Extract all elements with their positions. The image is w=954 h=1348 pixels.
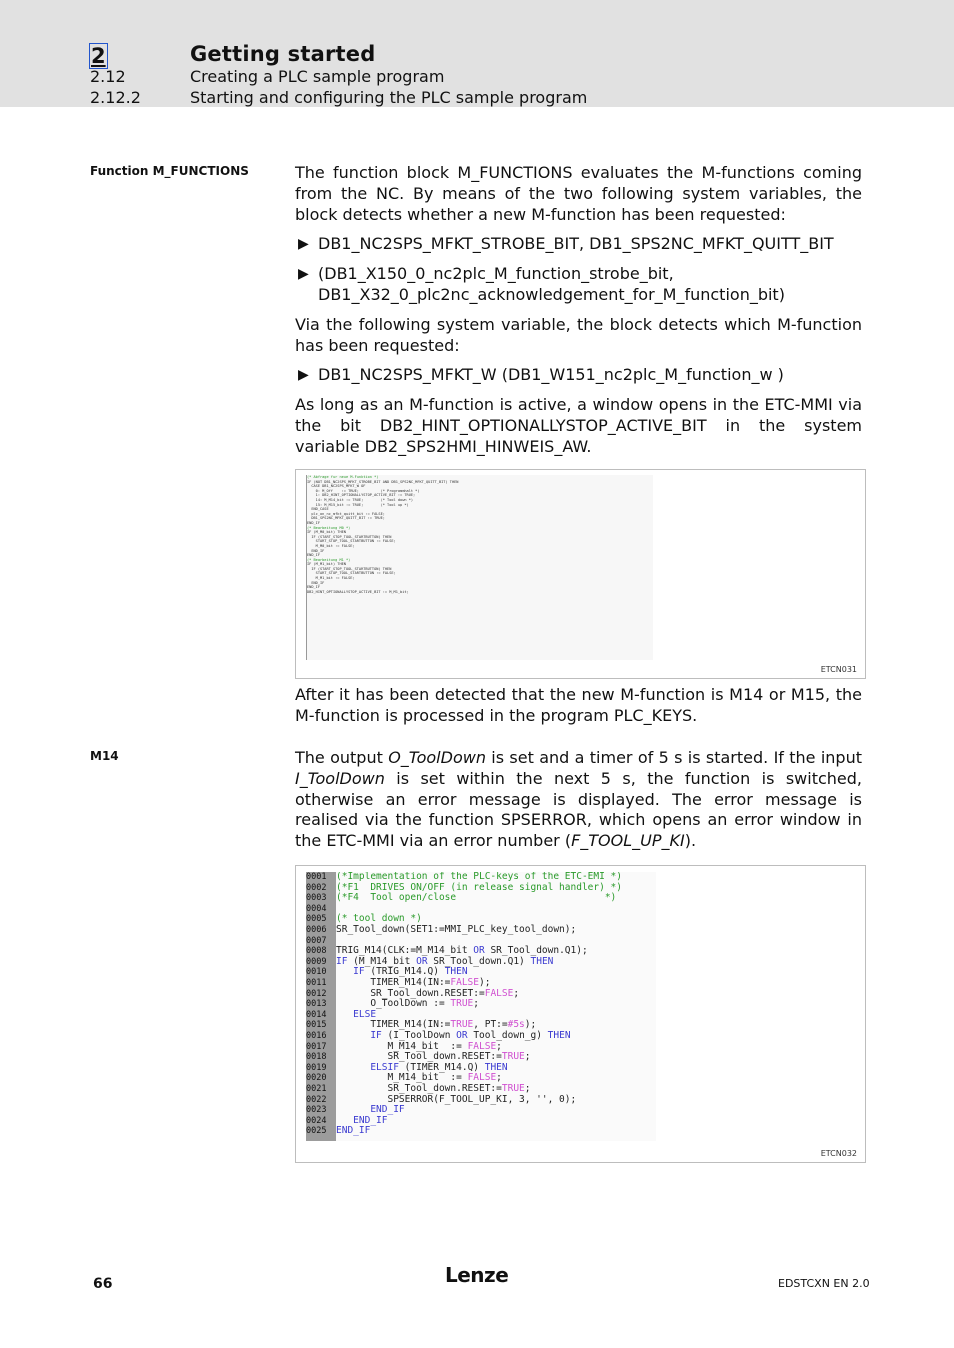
code-text: M_M14_bit := FALSE; xyxy=(336,1072,502,1084)
code-line: 14: M_M14_bit := TRUE; (* Tool down *) xyxy=(307,497,414,502)
figure-label: ETCN032 xyxy=(820,1149,857,1158)
line-number: 0004 xyxy=(306,903,327,914)
code-line: IF (M_M0_bit) THEN xyxy=(307,530,346,535)
code-line: DB1_SPS2NC_MFKT_QUITT_BIT := TRUE; xyxy=(307,516,385,521)
code-line: START_STOP_TOOL_STARTBUTTON := FALSE; xyxy=(307,571,396,576)
code-text: TIMER_M14(IN:=FALSE); xyxy=(336,977,491,988)
figure-code-screenshot-2 xyxy=(295,865,866,1163)
line-number: 0008 xyxy=(306,946,327,957)
code-text: (* tool down *) xyxy=(336,913,422,925)
bullet-arrow-icon: ▶ xyxy=(298,367,309,383)
line-number: 0018 xyxy=(306,1052,327,1063)
text-run-italic: F_TOOL_UP_KI xyxy=(571,831,685,851)
code-text: (*F4 Tool open/close *) xyxy=(336,892,617,904)
code-text: END_IF xyxy=(370,1104,405,1116)
text-run-italic: I_ToolDown xyxy=(295,768,385,788)
line-number: 0025 xyxy=(306,1126,327,1137)
line-number: 0023 xyxy=(306,1105,327,1116)
line-number: 0015 xyxy=(306,1020,327,1031)
line-number: 0019 xyxy=(306,1062,327,1073)
code-line: IF (M_M1_bit) THEN xyxy=(307,562,346,567)
code-line xyxy=(306,925,656,936)
subsection-title: Starting and configuring the PLC sample program xyxy=(190,88,588,107)
chapter-title: Getting started xyxy=(190,42,376,66)
code-text: M_M14_bit := FALSE; xyxy=(336,1040,502,1052)
code-line: END_IF xyxy=(307,580,325,585)
line-number: 0020 xyxy=(306,1073,327,1084)
chapter-number-link[interactable]: 2 xyxy=(91,44,106,68)
paragraph-variable: Via the following system variable, the block detects which M-function has been requested: xyxy=(295,315,862,355)
line-number: 0007 xyxy=(306,935,327,946)
paragraph-detected: After it has been detected that the new M-function is M14 or M15, the M-function is processed in the program PLC_KEYS. xyxy=(295,685,862,725)
code-line: (* Abfrage fur neue M-Funktion *) xyxy=(307,475,379,479)
code-line: DB2_HINT_OPTIONALLYSTOP_ACTIVE_BIT := M_M1_bit; xyxy=(307,589,409,594)
code-text: IF (TRIG_M14.Q) THEN xyxy=(353,966,468,978)
figure-label: ETCN031 xyxy=(820,665,857,674)
code-text: SPSERROR(F_TOOL_UP_KI, 3, '', 0); xyxy=(336,1093,577,1105)
code-line: END_IF xyxy=(307,548,325,553)
bullet-text: DB1_NC2SPS_MFKT_STROBE_BIT, DB1_SPS2NC_MFKT_QUITT_BIT xyxy=(318,234,834,253)
text-run: is set and a timer of 5 s is started. If the input xyxy=(485,748,862,767)
bullet-arrow-icon: ▶ xyxy=(298,236,309,252)
line-number: 0001 xyxy=(306,872,327,882)
code-line: END_IF xyxy=(307,553,320,558)
code-line xyxy=(306,1126,656,1137)
code-text: TIMER_M14(IN:=TRUE, PT:=#5s); xyxy=(336,1019,537,1031)
bullet-text: DB1_NC2SPS_MFKT_W (DB1_W151_nc2plc_M_function_w ) xyxy=(318,365,784,384)
text-run: ). xyxy=(684,831,697,851)
margin-label-function: Function M_FUNCTIONS xyxy=(90,164,249,178)
line-number: 0013 xyxy=(306,999,327,1010)
margin-label-m14: M14 xyxy=(90,749,119,763)
paragraph-intro: The function block M_FUNCTIONS evaluates the M-functions coming from the NC. By means of the two following system variables, the block detects whether a new M-function has been requested: xyxy=(295,163,862,224)
code-line: 15: M_M15_bit := TRUE; (* Tool up *) xyxy=(307,502,409,507)
code-line: 0: M_Off := TRUE; (* Programmhalt *) xyxy=(307,488,420,493)
code-text: IF (I_ToolDown OR Tool_down_g) THEN xyxy=(370,1030,571,1041)
code-text: SR_Tool_down.RESET:=TRUE; xyxy=(336,1083,531,1094)
code-line: START_STOP_TOOL_STARTBUTTON := FALSE; xyxy=(307,539,396,544)
code-line: plc_on_nc_mfkt_quitt_bit := FALSE; xyxy=(307,511,385,516)
text-run: is set within the next 5 s, the function is switched, otherwise an error message is displayed. The error message is realised via the function SPSERROR, which opens an error window in the ETC-MMI via an error number ( xyxy=(295,768,862,851)
code-text: (*F1 DRIVES ON/OFF (in release signal handler) *) xyxy=(336,881,622,893)
code-line: IF (START_STOP_TOOL_STARTBUTTON) THEN xyxy=(307,566,392,571)
line-number: 0021 xyxy=(306,1084,327,1094)
bullet-text: (DB1_X150_0_nc2plc_M_function_strobe_bit, xyxy=(318,264,674,283)
line-number: 0009 xyxy=(306,956,327,967)
figure-code-screenshot-1 xyxy=(295,469,866,679)
page-header xyxy=(0,0,954,107)
code-line: M_M1_bit := FALSE; xyxy=(307,576,355,581)
paragraph-window: As long as an M-function is active, a window opens in the ETC-MMI via the bit DB2_HINT_OPTIONALLYSTOP_ACTIVE_BIT in the system variable DB2_SPS2HMI_HINWEIS_AW. xyxy=(295,395,862,456)
code-line: END_CASE xyxy=(307,507,329,512)
line-number: 0011 xyxy=(306,978,327,988)
line-number: 0002 xyxy=(306,882,327,893)
code-text: O_ToolDown := TRUE; xyxy=(336,998,480,1010)
line-number: 0024 xyxy=(306,1115,327,1126)
code-line: M_M0_bit := FALSE; xyxy=(307,543,355,548)
paragraph-m14 xyxy=(295,748,862,852)
code-line: IF (START_STOP_TOOL_STARTBUTTON) THEN xyxy=(307,534,392,539)
lenze-logo: Lenze xyxy=(445,1263,509,1287)
line-number: 0017 xyxy=(306,1041,327,1052)
line-number: 0010 xyxy=(306,967,327,978)
code-line: (* Bearbeitung M1 *) xyxy=(307,557,351,562)
line-number: 0022 xyxy=(306,1094,327,1105)
code-text: (*Implementation of the PLC-keys of the ETC-EMI *) xyxy=(336,872,622,882)
code-line: CASE DB1_NC2SPS_MFKT_W OF xyxy=(307,484,366,489)
line-number: 0012 xyxy=(306,988,327,999)
text-run-italic: O_ToolDown xyxy=(388,748,486,767)
code-text: SR_Tool_down(SET1:=MMI_PLC_key_tool_down); xyxy=(336,924,577,935)
code-text: IF (M_M14_bit OR SR_Tool_down.Q1) THEN xyxy=(336,955,554,967)
bullet-arrow-icon: ▶ xyxy=(298,266,309,282)
code-line xyxy=(306,893,656,904)
line-number: 0003 xyxy=(306,893,327,904)
code-listing-1 xyxy=(306,475,653,660)
code-text: SR_Tool_down.RESET:=FALSE; xyxy=(336,987,520,999)
code-text: END_IF xyxy=(336,1125,371,1137)
line-number: 0005 xyxy=(306,914,327,925)
page-number: 66 xyxy=(93,1276,113,1292)
code-text: END_IF xyxy=(353,1114,388,1126)
section-title: Creating a PLC sample program xyxy=(190,67,445,86)
code-text: SR_Tool_down.RESET:=TRUE; xyxy=(336,1051,531,1063)
line-number: 0006 xyxy=(306,925,327,935)
code-text: ELSE xyxy=(353,1008,377,1020)
line-number: 0016 xyxy=(306,1031,327,1041)
bullet-text-continued: DB1_X32_0_plc2nc_acknowledgement_for_M_function_bit) xyxy=(318,285,785,304)
subsection-number: 2.12.2 xyxy=(90,88,141,107)
code-text: TRIG_M14(CLK:=M_M14_bit OR SR_Tool_down.Q1); xyxy=(336,945,588,957)
code-text: ELSIF (TIMER_M14.Q) THEN xyxy=(370,1061,508,1073)
document-id: EDSTCXN EN 2.0 xyxy=(778,1277,870,1290)
code-line: END_IF xyxy=(307,585,320,590)
line-number: 0014 xyxy=(306,1009,327,1020)
section-number: 2.12 xyxy=(90,67,126,86)
code-listing-2 xyxy=(306,872,656,1141)
code-line: END_IF xyxy=(307,520,320,525)
text-run: The output xyxy=(295,748,389,767)
code-line: (* Bearbeitung M0 *) xyxy=(307,525,351,530)
code-line: 1: DB2_HINT_OPTIONALLYSTOP_ACTIVE_BIT := TRUE; xyxy=(307,493,416,498)
code-line: IF (NOT DB1_NC2SPS_MFKT_STROBE_BIT AND DB1_SPS2NC_MFKT_QUITT_BIT) THEN xyxy=(307,479,459,484)
